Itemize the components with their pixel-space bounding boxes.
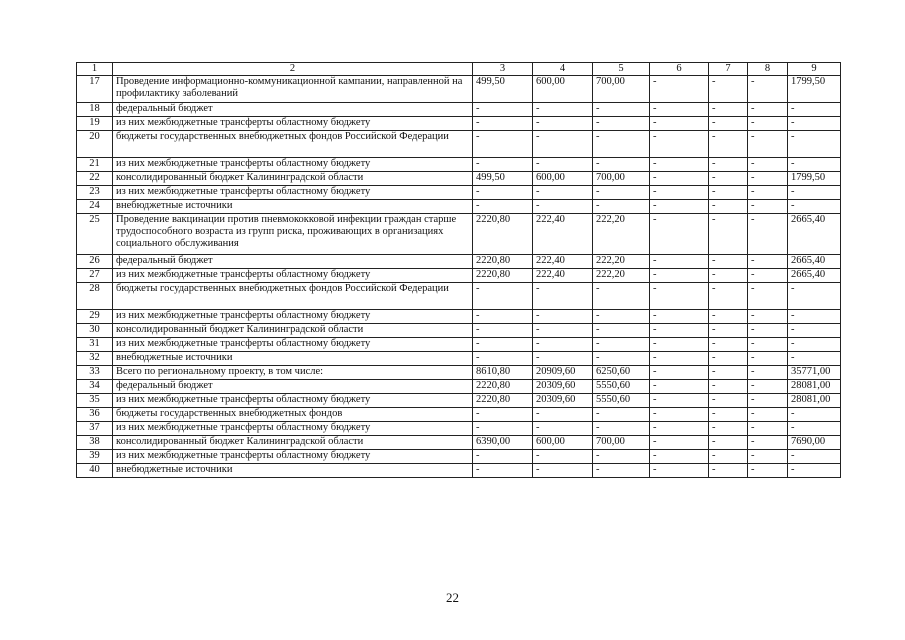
value-cell: - [748,338,788,352]
value-cell: - [650,380,709,394]
value-cell: - [593,186,650,200]
row-number: 21 [77,158,113,172]
value-cell: 28081,00 [788,380,841,394]
table-row [77,76,841,103]
value-cell: - [473,422,533,436]
value-cell: 600,00 [533,76,593,103]
row-number: 22 [77,172,113,186]
table-row [77,436,841,450]
value-cell: - [788,422,841,436]
value-cell: - [533,283,593,310]
table-row [77,269,841,283]
row-number: 34 [77,380,113,394]
value-cell: 222,40 [533,269,593,283]
row-label: внебюджетные источники [113,464,473,478]
value-cell: 2665,40 [788,255,841,269]
value-cell: - [533,131,593,158]
row-label: бюджеты государственных внебюджетных фондов Российской Федерации [113,131,473,158]
value-cell: - [533,352,593,366]
value-cell: - [473,324,533,338]
value-cell: - [709,352,748,366]
value-cell: - [748,214,788,255]
value-cell: - [473,338,533,352]
value-cell: 20909,60 [533,366,593,380]
value-cell: - [748,408,788,422]
table-row [77,366,841,380]
value-cell: - [473,186,533,200]
value-cell: - [650,186,709,200]
value-cell: - [533,158,593,172]
value-cell: - [650,436,709,450]
row-label: внебюджетные источники [113,352,473,366]
value-cell: 499,50 [473,76,533,103]
column-header: 7 [709,63,748,76]
value-cell: - [788,464,841,478]
value-cell: - [650,408,709,422]
value-cell: - [709,200,748,214]
value-cell: 2220,80 [473,214,533,255]
value-cell: - [748,436,788,450]
value-cell: - [748,422,788,436]
value-cell: - [473,200,533,214]
value-cell: - [788,324,841,338]
budget-table [76,62,841,478]
row-number: 39 [77,450,113,464]
value-cell: - [748,172,788,186]
value-cell: - [748,310,788,324]
value-cell: - [709,103,748,117]
row-number: 40 [77,464,113,478]
value-cell: - [788,103,841,117]
table-row [77,200,841,214]
row-label: внебюджетные источники [113,200,473,214]
row-number: 20 [77,131,113,158]
value-cell: 20309,60 [533,394,593,408]
table-row [77,103,841,117]
row-label: бюджеты государственных внебюджетных фондов [113,408,473,422]
value-cell: - [709,158,748,172]
value-cell: - [788,131,841,158]
value-cell: 5550,60 [593,394,650,408]
value-cell: 5550,60 [593,380,650,394]
value-cell: - [709,380,748,394]
value-cell: - [650,366,709,380]
value-cell: - [788,117,841,131]
row-number: 29 [77,310,113,324]
row-number: 36 [77,408,113,422]
value-cell: - [593,338,650,352]
value-cell: - [533,324,593,338]
value-cell: - [709,338,748,352]
value-cell: 7690,00 [788,436,841,450]
value-cell: - [473,283,533,310]
value-cell: - [788,408,841,422]
value-cell: - [650,283,709,310]
page-number: 22 [446,590,459,605]
row-number: 35 [77,394,113,408]
value-cell: - [748,283,788,310]
value-cell: - [650,422,709,436]
value-cell: - [748,394,788,408]
value-cell: - [593,283,650,310]
value-cell: - [473,103,533,117]
table-row [77,131,841,158]
value-cell: - [748,269,788,283]
value-cell: - [748,158,788,172]
value-cell: - [650,214,709,255]
row-label: из них межбюджетные трансферты областному бюджету [113,394,473,408]
header-row [77,63,841,76]
value-cell: - [748,380,788,394]
table-row [77,394,841,408]
value-cell: 700,00 [593,76,650,103]
value-cell: - [473,310,533,324]
value-cell: - [593,117,650,131]
value-cell: - [533,310,593,324]
value-cell: - [650,172,709,186]
value-cell: - [709,394,748,408]
table-row [77,464,841,478]
row-number: 31 [77,338,113,352]
value-cell: - [533,450,593,464]
value-cell: - [533,464,593,478]
value-cell: - [473,117,533,131]
row-label: консолидированный бюджет Калининградской области [113,172,473,186]
table-row [77,186,841,200]
row-number: 25 [77,214,113,255]
row-number: 19 [77,117,113,131]
table-row [77,352,841,366]
value-cell: - [473,131,533,158]
value-cell: 222,40 [533,214,593,255]
value-cell: - [650,255,709,269]
value-cell: - [650,394,709,408]
value-cell: 2220,80 [473,269,533,283]
row-number: 37 [77,422,113,436]
value-cell: 6390,00 [473,436,533,450]
value-cell: - [593,158,650,172]
table-row [77,450,841,464]
row-number: 17 [77,76,113,103]
value-cell: - [593,352,650,366]
value-cell: 1799,50 [788,76,841,103]
value-cell: - [650,310,709,324]
value-cell: 600,00 [533,436,593,450]
table-row [77,338,841,352]
row-label: федеральный бюджет [113,255,473,269]
value-cell: - [788,283,841,310]
value-cell: 2220,80 [473,380,533,394]
value-cell: - [709,310,748,324]
row-number: 33 [77,366,113,380]
row-number: 23 [77,186,113,200]
value-cell: 700,00 [593,436,650,450]
row-label: из них межбюджетные трансферты областному бюджету [113,338,473,352]
value-cell: - [650,450,709,464]
row-label: из них межбюджетные трансферты областному бюджету [113,269,473,283]
table-row [77,214,841,255]
value-cell: - [593,131,650,158]
value-cell: - [709,269,748,283]
table-row [77,408,841,422]
value-cell: - [709,450,748,464]
value-cell: - [650,117,709,131]
value-cell: - [473,352,533,366]
value-cell: 2220,80 [473,255,533,269]
row-number: 18 [77,103,113,117]
value-cell: - [748,76,788,103]
row-label: из них межбюджетные трансферты областному бюджету [113,117,473,131]
row-label: из них межбюджетные трансферты областному бюджету [113,310,473,324]
value-cell: - [593,464,650,478]
value-cell: - [650,352,709,366]
table-row [77,422,841,436]
value-cell: 8610,80 [473,366,533,380]
value-cell: 222,40 [533,255,593,269]
row-label: консолидированный бюджет Калининградской области [113,324,473,338]
row-label: бюджеты государственных внебюджетных фондов Российской Федерации [113,283,473,310]
value-cell: - [709,76,748,103]
row-label: из них межбюджетные трансферты областному бюджету [113,450,473,464]
value-cell: - [650,158,709,172]
value-cell: - [748,103,788,117]
value-cell: - [650,103,709,117]
row-label: федеральный бюджет [113,103,473,117]
value-cell: 35771,00 [788,366,841,380]
table-row [77,310,841,324]
value-cell: - [709,117,748,131]
value-cell: 499,50 [473,172,533,186]
value-cell: - [709,408,748,422]
row-label: из них межбюджетные трансферты областному бюджету [113,186,473,200]
value-cell: - [533,117,593,131]
value-cell: - [788,186,841,200]
value-cell: - [748,366,788,380]
value-cell: 28081,00 [788,394,841,408]
value-cell: - [650,338,709,352]
value-cell: 6250,60 [593,366,650,380]
value-cell: - [788,310,841,324]
value-cell: - [748,324,788,338]
value-cell: 2665,40 [788,269,841,283]
value-cell: - [593,450,650,464]
row-label: Проведение информационно-коммуникационной кампании, направленной на профилактику заболеваний [113,76,473,103]
table-row [77,158,841,172]
value-cell: - [533,422,593,436]
row-number: 30 [77,324,113,338]
value-cell: 2665,40 [788,214,841,255]
table-row [77,324,841,338]
value-cell: - [473,158,533,172]
column-header: 1 [77,63,113,76]
value-cell: - [593,324,650,338]
column-header: 2 [113,63,473,76]
value-cell: - [593,422,650,436]
value-cell: - [593,200,650,214]
row-number: 24 [77,200,113,214]
table-row [77,117,841,131]
value-cell: - [650,324,709,338]
value-cell: - [709,255,748,269]
column-header: 6 [650,63,709,76]
value-cell: - [788,352,841,366]
column-header: 4 [533,63,593,76]
value-cell: - [709,422,748,436]
value-cell: - [748,255,788,269]
row-label: Проведение вакцинации против пневмококковой инфекции граждан старше трудоспособного возраста из групп риска, проживающих в организациях социального обслуживания [113,214,473,255]
value-cell: - [748,464,788,478]
table-row [77,255,841,269]
value-cell: - [593,408,650,422]
value-cell: - [788,158,841,172]
row-number: 38 [77,436,113,450]
value-cell: - [748,450,788,464]
row-number: 26 [77,255,113,269]
value-cell: 20309,60 [533,380,593,394]
value-cell: - [473,464,533,478]
value-cell: 222,20 [593,269,650,283]
value-cell: 1799,50 [788,172,841,186]
value-cell: - [788,200,841,214]
table-row [77,380,841,394]
value-cell: - [748,117,788,131]
value-cell: - [650,269,709,283]
column-header: 8 [748,63,788,76]
column-header: 5 [593,63,650,76]
table-body [77,63,841,478]
value-cell: - [709,186,748,200]
value-cell: - [709,172,748,186]
row-label: Всего по региональному проекту, в том числе: [113,366,473,380]
value-cell: - [533,186,593,200]
value-cell: 2220,80 [473,394,533,408]
value-cell: - [473,408,533,422]
value-cell: - [709,214,748,255]
value-cell: - [473,450,533,464]
row-label: из них межбюджетные трансферты областному бюджету [113,422,473,436]
table-row [77,283,841,310]
value-cell: - [709,131,748,158]
value-cell: - [748,131,788,158]
row-number: 32 [77,352,113,366]
value-cell: - [748,352,788,366]
value-cell: - [709,283,748,310]
row-label: консолидированный бюджет Калининградской области [113,436,473,450]
value-cell: - [593,103,650,117]
value-cell: - [709,436,748,450]
value-cell: 600,00 [533,172,593,186]
row-number: 28 [77,283,113,310]
value-cell: - [533,408,593,422]
value-cell: - [650,200,709,214]
value-cell: - [593,310,650,324]
value-cell: - [533,338,593,352]
row-label: из них межбюджетные трансферты областному бюджету [113,158,473,172]
value-cell: - [788,338,841,352]
row-label: федеральный бюджет [113,380,473,394]
column-header: 9 [788,63,841,76]
value-cell: - [650,76,709,103]
value-cell: - [788,450,841,464]
value-cell: - [650,131,709,158]
column-header: 3 [473,63,533,76]
value-cell: - [709,464,748,478]
value-cell: 222,20 [593,214,650,255]
table-row [77,172,841,186]
value-cell: 700,00 [593,172,650,186]
value-cell: - [650,464,709,478]
value-cell: - [709,366,748,380]
row-number: 27 [77,269,113,283]
value-cell: - [748,200,788,214]
value-cell: - [533,200,593,214]
value-cell: - [709,324,748,338]
value-cell: 222,20 [593,255,650,269]
value-cell: - [748,186,788,200]
value-cell: - [533,103,593,117]
